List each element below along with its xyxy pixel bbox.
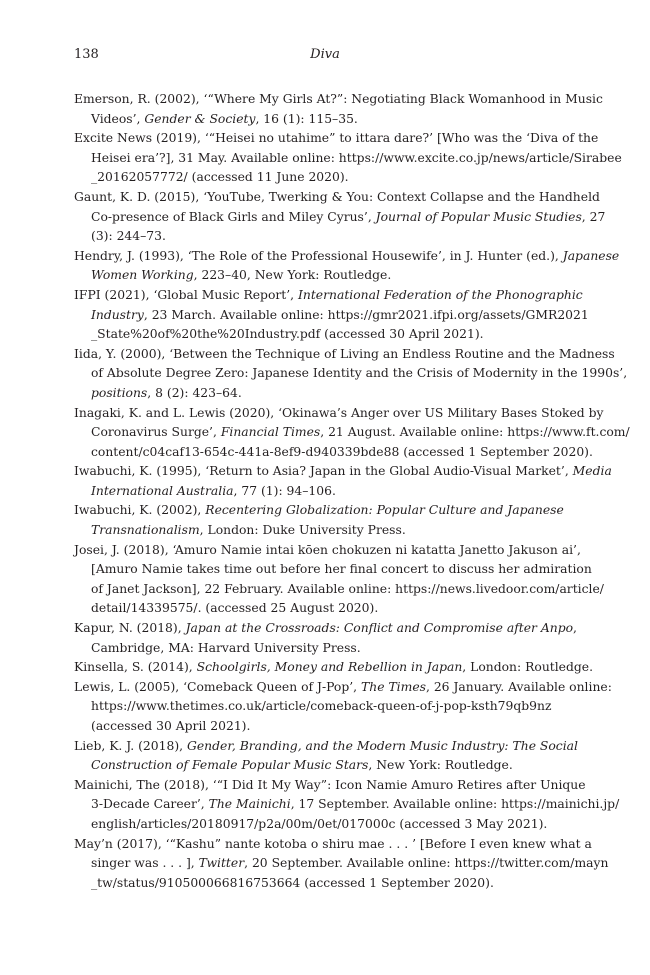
reference-line [91, 384, 576, 404]
reference-text: Iida, Y. (2000), ‘Between the Technique of Living an Endless Routine and the Madness [74, 346, 615, 361]
reference-line [91, 697, 576, 717]
reference-line [74, 247, 620, 267]
italic-title: Construction of Female Popular Music Stars [91, 758, 369, 773]
reference-entry [74, 737, 576, 776]
reference-line [91, 110, 576, 130]
italic-title: positions [91, 385, 148, 400]
reference-text: of Janet Jackson], 22 February. Available online: https://news.livedoor.com/article/ [91, 581, 604, 596]
reference-list [74, 90, 630, 893]
reference-line [74, 658, 594, 678]
reference-line [91, 854, 609, 874]
reference-entry [74, 247, 620, 286]
reference-line [91, 874, 576, 894]
reference-text: Cambridge, MA: Harvard University Press. [91, 640, 361, 655]
reference-line [74, 835, 592, 855]
reference-text: 3-Decade Career’, [91, 797, 209, 812]
italic-title: The Times [361, 679, 426, 694]
reference-line [74, 737, 578, 757]
reference-text: Josei, J. (2018), ‘Amuro Namie intai kōen chokuzen ni katatta Janetto Jakuson ai’, [74, 542, 581, 557]
reference-text: _20162057772/ (accessed 11 June 2020). [91, 170, 349, 185]
reference-line [91, 227, 576, 247]
reference-text: Lieb, K. J. (2018), [74, 738, 187, 753]
reference-text: of Absolute Degree Zero: Japanese Identity and the Crisis of Modernity in the 1990s’, [91, 366, 628, 381]
reference-text: Heisei era’?], 31 May. Available online: https://www.excite.co.jp/news/article/Sirabee [91, 150, 622, 165]
reference-line [91, 639, 576, 659]
reference-line [91, 364, 628, 384]
reference-text: May’n (2017), ‘“Kashu” nante kotoba o shiru mae . . . ’ [Before I even knew what a [74, 836, 592, 851]
reference-line [74, 129, 599, 149]
reference-entry [74, 658, 594, 678]
italic-title: Gender, Branding, and the Modern Music Industry: The Social [187, 738, 578, 753]
reference-entry [74, 678, 612, 737]
reference-line [91, 482, 576, 502]
reference-text: (3): 244–73. [91, 229, 166, 244]
reference-text: IFPI (2021), ‘Global Music Report’, [74, 287, 299, 302]
reference-line [74, 501, 576, 521]
reference-entry [74, 286, 589, 345]
italic-title: Schoolgirls, Money and Rebellion in Japan [196, 660, 463, 675]
reference-entry [74, 541, 604, 619]
reference-text: , [573, 621, 577, 636]
reference-text: english/articles/20180917/p2a/00m/0et/017000c (accessed 3 May 2021). [91, 816, 548, 831]
italic-title: Transnationalism [91, 523, 200, 538]
reference-entry [74, 188, 606, 247]
reference-text: Iwabuchi, K. (2002), [74, 503, 206, 518]
italic-title: International Federation of the Phonographic [298, 287, 583, 302]
reference-entry [74, 345, 628, 404]
page-number: 138 [74, 47, 99, 62]
italic-title: Media [572, 464, 612, 479]
reference-line [74, 286, 583, 306]
reference-line [91, 149, 622, 169]
reference-text: , 26 January. Available online: [425, 679, 612, 694]
reference-entry [74, 776, 620, 835]
reference-line [74, 619, 577, 639]
reference-entry [74, 462, 612, 501]
reference-entry [74, 404, 630, 463]
reference-text: Coronavirus Surge’, [91, 425, 221, 440]
reference-entry [74, 90, 603, 129]
reference-text: _State%20of%20the%20Industry.pdf (accessed 30 April 2021). [91, 327, 484, 342]
reference-text: content/c04caf13-654c-441a-8ef9-d940339bde88 (accessed 1 September 2020). [91, 444, 593, 459]
reference-line [91, 795, 620, 815]
reference-line [91, 325, 576, 345]
reference-text: , London: Duke University Press. [199, 523, 406, 538]
reference-text: Excite News (2019), ‘“Heisei no utahime” to ittara dare?’ [Who was the ‘Diva of the [74, 131, 599, 146]
reference-line [74, 541, 581, 561]
reference-text: [Amuro Namie takes time out before her final concert to discuss her admiration [91, 562, 592, 577]
italic-title: Japan at the Crossroads: Conflict and Compromise after Anpo [185, 621, 574, 636]
reference-text: (accessed 30 April 2021). [91, 719, 251, 733]
reference-text: Videos’, [91, 111, 145, 126]
reference-line [91, 521, 576, 541]
reference-text: Hendry, J. (1993), ‘The Role of the Professional Housewife’, in J. Hunter (ed.), [74, 248, 563, 263]
reference-line [91, 717, 576, 737]
italic-title: Industry [91, 307, 144, 322]
reference-line [91, 580, 604, 600]
italic-title: International Australia [91, 483, 234, 498]
reference-text: detail/14339575/. (accessed 25 August 2020). [91, 601, 379, 616]
reference-text: Mainichi, The (2018), ‘“I Did It My Way”: Icon Namie Amuro Retires after Unique [74, 777, 586, 792]
reference-text: Inagaki, K. and L. Lewis (2020), ‘Okinawa’s Anger over US Military Bases Stoked by [74, 405, 604, 420]
italic-title: Gender & Society [144, 111, 256, 126]
reference-text: Iwabuchi, K. (1995), ‘Return to Asia? Japan in the Global Audio-Visual Market’, [74, 464, 573, 479]
reference-line [74, 188, 600, 208]
reference-text: , New York: Routledge. [368, 758, 513, 773]
reference-text: , 23 March. Available online: https://gmr2021.ifpi.org/assets/GMR2021 [143, 307, 589, 322]
reference-text: singer was . . . ], [91, 856, 199, 871]
reference-line [74, 404, 604, 424]
reference-entry [74, 129, 622, 188]
reference-line [74, 776, 586, 796]
running-title: Diva [310, 47, 340, 62]
reference-line [91, 208, 606, 228]
reference-line [91, 266, 576, 286]
reference-text: Emerson, R. (2002), ‘“Where My Girls At?”: Negotiating Black Womanhood in Music [74, 92, 603, 106]
reference-text: , 8 (2): 423–64. [147, 385, 242, 400]
reference-line [91, 423, 630, 443]
reference-line [91, 443, 593, 463]
reference-line [74, 90, 603, 110]
italic-title: Women Working [91, 268, 194, 283]
italic-title: Japanese [562, 248, 620, 263]
reference-text: https://www.thetimes.co.uk/article/comeback-queen-of-j-pop-ksth79qb9nz [91, 699, 552, 714]
italic-title: Financial Times [220, 425, 321, 440]
italic-title: Journal of Popular Music Studies [375, 209, 582, 224]
reference-text: _tw/status/910500066816753664 (accessed 1 September 2020). [91, 875, 494, 890]
reference-line [74, 345, 615, 365]
reference-line [91, 815, 576, 835]
reference-line [91, 756, 576, 776]
reference-line [91, 599, 576, 619]
reference-text: Kapur, N. (2018), [74, 621, 186, 636]
page-header [74, 47, 576, 65]
reference-line [74, 678, 612, 698]
reference-line [91, 168, 576, 188]
reference-text: , 20 September. Available online: https://twitter.com/mayn [244, 856, 609, 871]
italic-title: The Mainichi [208, 797, 291, 812]
reference-line [74, 462, 612, 482]
reference-line [91, 560, 592, 580]
reference-text: , 77 (1): 94–106. [233, 483, 336, 498]
reference-text: , London: Routledge. [462, 660, 594, 675]
reference-text: , 21 August. Available online: https://www.ft.com/ [320, 425, 630, 440]
reference-text: Lewis, L. (2005), ‘Comeback Queen of J-Pop’, [74, 679, 362, 694]
reference-text: Kinsella, S. (2014), [74, 660, 197, 675]
reference-text: , 17 September. Available online: https://mainichi.jp/ [290, 797, 620, 812]
reference-text: , 16 (1): 115–35. [255, 111, 358, 126]
italic-title: Twitter [198, 856, 245, 871]
reference-text: , 223–40, New York: Routledge. [193, 268, 392, 283]
italic-title: Recentering Globalization: Popular Culture and Japanese [205, 503, 564, 518]
reference-text: Gaunt, K. D. (2015), ‘YouTube, Twerking & You: Context Collapse and the Handheld [74, 189, 600, 204]
reference-entry [74, 835, 609, 894]
reference-entry [74, 501, 576, 540]
reference-entry [74, 619, 576, 658]
reference-text: , 27 [581, 209, 606, 224]
reference-text: Co-presence of Black Girls and Miley Cyrus’, [91, 209, 376, 224]
reference-line [91, 306, 589, 326]
